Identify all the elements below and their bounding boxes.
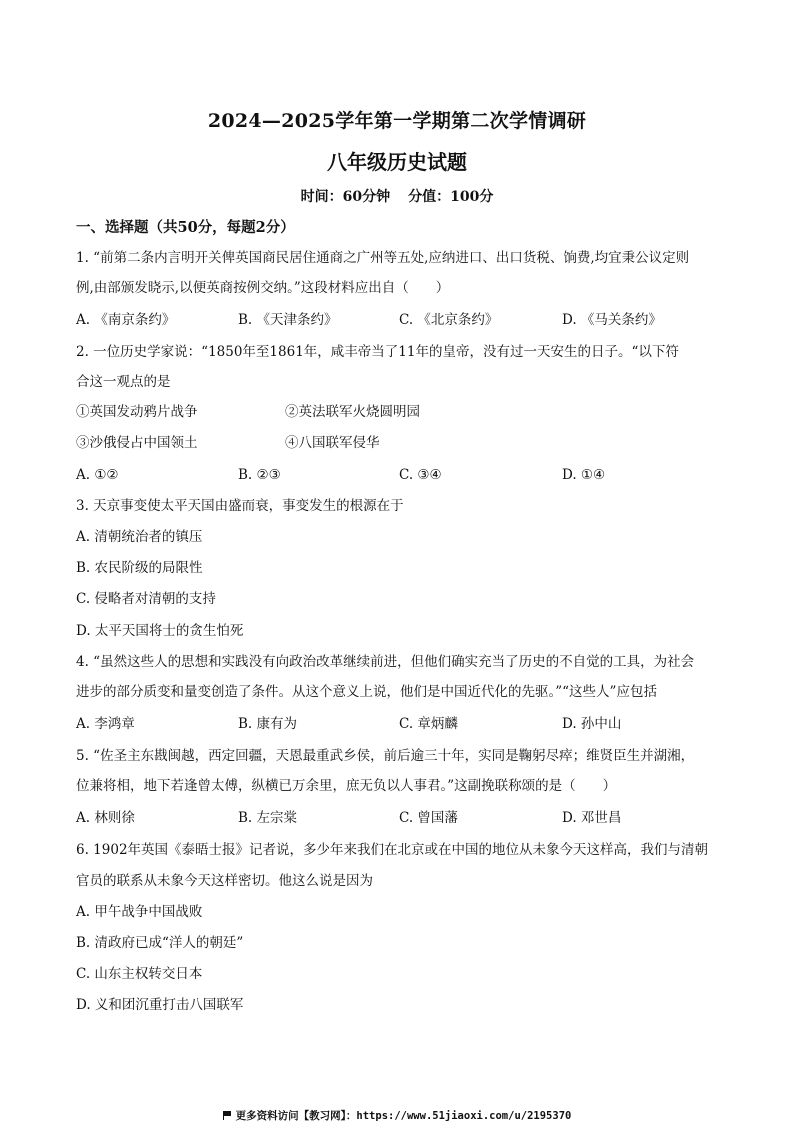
q2-option-d[interactable]: D. ①④ <box>562 467 606 483</box>
footer <box>0 1108 794 1123</box>
q2-item-1: ①英国发动鸦片战争 <box>76 404 198 420</box>
q4-options <box>76 714 726 734</box>
q5-option-d[interactable]: D. 邓世昌 <box>562 810 622 826</box>
q4-option-c[interactable]: C. 章炳麟 <box>399 716 458 732</box>
q6-option-d[interactable]: D. 义和团沉重打击八国联军 <box>76 997 244 1013</box>
q2-option-c[interactable]: C. ③④ <box>399 467 442 483</box>
q2-item-2: ②英法联军火烧圆明园 <box>285 404 420 420</box>
q1-option-b[interactable]: B. 《天津条约》 <box>238 312 338 328</box>
q5-option-a[interactable]: A. 林则徐 <box>76 810 135 826</box>
q5-stem-line2: 位兼将相，地下若逢曾太傅，纵横已万余里，庶无负以人事君。”这副挽联称颂的是（ ） <box>76 778 617 794</box>
q1-options <box>76 310 726 330</box>
q4-option-a[interactable]: A. 李鸿章 <box>76 716 135 732</box>
q2-item-4: ④八国联军侵华 <box>285 435 380 451</box>
q2-items-row2 <box>76 433 726 453</box>
q2-option-b[interactable]: B. ②③ <box>238 467 281 483</box>
section-heading: 一、选择题（共50分，每题2分） <box>76 219 295 236</box>
q1-option-c[interactable]: C. 《北京条约》 <box>399 312 499 328</box>
q2-items-row1 <box>76 402 726 422</box>
q4-stem-line2: 进步的部分质变和量变创造了条件。从这个意义上说，他们是中国近代化的先驱。”“这些人”应包括 <box>76 684 657 700</box>
exam-subtitle: 八年级历史试题 <box>327 150 467 174</box>
q5-option-b[interactable]: B. 左宗棠 <box>238 810 298 826</box>
q2-stem-line2: 合这一观点的是 <box>76 374 171 390</box>
exam-title: 2024—2025学年第一学期第二次学情调研 <box>207 110 587 132</box>
q4-option-b[interactable]: B. 康有为 <box>238 716 298 732</box>
q6-option-c[interactable]: C. 山东主权转交日本 <box>76 966 203 982</box>
q4-stem-line1: 4. “虽然这些人的思想和实践没有向政治改革继续前进，但他们确实充当了历史的不自觉的工具，为社会 <box>76 654 695 670</box>
q2-stem-line1: 2. 一位历史学家说：“1850年至1861年，咸丰帝当了11年的皇帝，没有过一天安生的日子。“以下符 <box>76 344 679 360</box>
q5-option-c[interactable]: C. 曾国藩 <box>399 810 458 826</box>
q2-options <box>76 465 726 485</box>
q5-options <box>76 808 726 828</box>
q4-option-d[interactable]: D. 孙中山 <box>562 716 622 732</box>
q3-option-a[interactable]: A. 清朝统治者的镇压 <box>76 529 203 545</box>
q2-option-a[interactable]: A. ①② <box>76 467 119 483</box>
q3-option-b[interactable]: B. 农民阶级的局限性 <box>76 560 203 576</box>
q1-option-d[interactable]: D. 《马关条约》 <box>562 312 662 328</box>
q2-item-3: ③沙俄侵占中国领土 <box>76 435 198 451</box>
q6-option-a[interactable]: A. 甲午战争中国战败 <box>76 904 203 920</box>
q6-stem-line1: 6. 1902年英国《泰晤士报》记者说，多少年来我们在北京或在中国的地位从未象今天这样高，我们与清朝 <box>76 842 709 858</box>
q3-option-d[interactable]: D. 太平天国将士的贪生怕死 <box>76 623 244 639</box>
q6-option-b[interactable]: B. 清政府已成“洋人的朝廷” <box>76 935 244 951</box>
exam-score: 分值：100分 <box>408 189 494 205</box>
q3-option-c[interactable]: C. 侵略者对清朝的支持 <box>76 591 216 607</box>
q6-stem-line2: 官员的联系从未象今天这样密切。他这么说是因为 <box>76 873 373 889</box>
flag-icon <box>223 1111 232 1120</box>
q1-option-a[interactable]: A. 《南京条约》 <box>76 312 176 328</box>
exam-time: 时间：60分钟 <box>300 189 391 205</box>
exam-meta <box>0 186 794 206</box>
q1-stem-line2: 例,由部颁发晓示,以便英商按例交纳。”这段材料应出自（ ） <box>76 280 450 296</box>
footer-link[interactable]: 更多资料访问【教习网】：https://www.51jiaoxi.com/u/2195370 <box>235 1110 572 1122</box>
q3-stem: 3. 天京事变使太平天国由盛而衰，事变发生的根源在于 <box>76 498 404 514</box>
q1-stem-line1: 1. “前第二条内言明开关俾英国商民居住通商之广州等五处,应纳进口、出口货税、饷费,均宜秉公议定则 <box>76 250 690 266</box>
q5-stem-line1: 5. “佐圣主东戡闽越，西定回疆，天恩最重武乡侯，前后逾三十年，实同是鞠躬尽瘁；维贤臣生并湖湘， <box>76 748 695 764</box>
